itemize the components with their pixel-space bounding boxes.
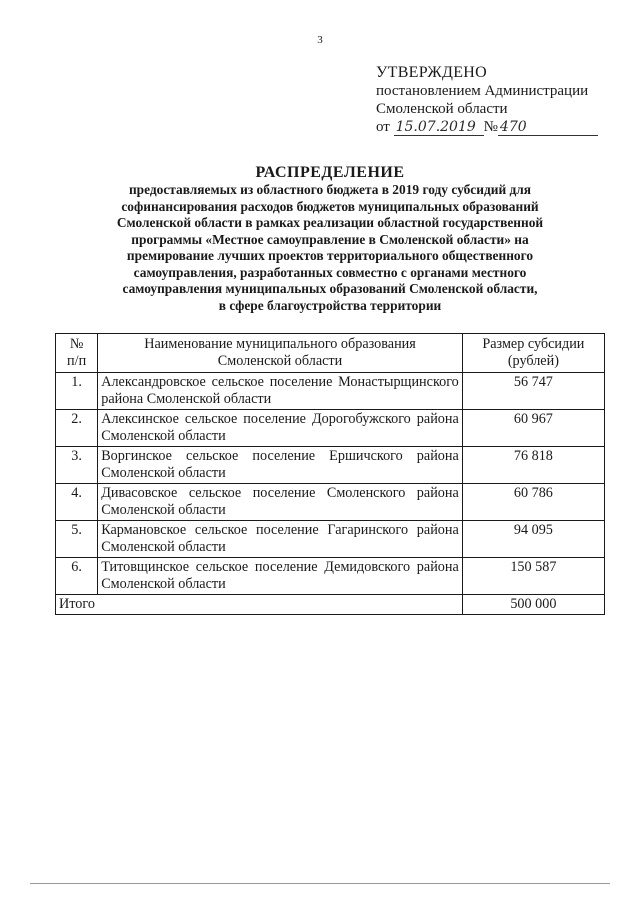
header-name: [98, 334, 463, 373]
header-name-line: Смоленской области: [217, 353, 343, 369]
header-number: [56, 334, 98, 373]
subsidy-table: [55, 333, 605, 615]
header-number-line: п/п: [67, 353, 87, 369]
subtitle-line: софинансирования расходов бюджетов муниципальных образований: [121, 198, 539, 214]
row-name: Александровское сельское поселение Монастырщинского района Смоленской области: [98, 373, 463, 410]
total-amount: 500 000: [462, 595, 604, 615]
header-number-line: №: [69, 336, 84, 352]
row-name: Дивасовское сельское поселение Смоленского района Смоленской области: [98, 484, 463, 521]
number-prefix: №: [483, 119, 498, 135]
row-number: 4.: [56, 484, 98, 521]
row-number: 3.: [56, 447, 98, 484]
document-heading: [70, 163, 590, 314]
row-name: Титовщинское сельское поселение Демидовского района Смоленской области: [98, 558, 463, 595]
row-number: 5.: [56, 521, 98, 558]
row-amount: 76 818: [462, 447, 604, 484]
row-name: Алексинское сельское поселение Дорогобужского района Смоленской области: [98, 410, 463, 447]
row-amount: 94 095: [462, 521, 604, 558]
row-number: 1.: [56, 373, 98, 410]
row-name: Воргинское сельское поселение Ершичского района Смоленской области: [98, 447, 463, 484]
subtitle-line: в сфере благоустройства территории: [218, 297, 442, 313]
row-name: Кармановское сельское поселение Гагаринского района Смоленской области: [98, 521, 463, 558]
approval-line-2: Смоленской области: [376, 101, 508, 117]
page-number: 3: [317, 34, 323, 46]
row-amount: 150 587: [462, 558, 604, 595]
table-header-row: [56, 334, 605, 373]
table-row: [56, 410, 605, 447]
approval-title: УТВЕРЖДЕНО: [376, 64, 488, 81]
subtitle-line: самоуправления муниципальных образований Смоленской области,: [122, 281, 538, 296]
subtitle-line: предоставляемых из областного бюджета в 2019 году субсидий для: [128, 182, 532, 197]
row-number: 6.: [56, 558, 98, 595]
row-amount: 60 786: [462, 484, 604, 521]
table-row: [56, 373, 605, 410]
total-label: Итого: [56, 595, 463, 615]
handwritten-date: 15.07.2019: [394, 119, 484, 136]
handwritten-number: 470: [498, 119, 598, 136]
table-row: [56, 484, 605, 521]
row-amount: 56 747: [462, 373, 604, 410]
header-amount-line: Размер субсидии: [482, 336, 585, 352]
footer-divider: [30, 883, 610, 884]
header-amount: [462, 334, 604, 373]
approval-block: [376, 64, 598, 136]
table-row: [56, 558, 605, 595]
subtitle-line: Смоленской области в рамках реализации областной государственной: [116, 215, 544, 230]
document-title: РАСПРЕДЕЛЕНИЕ: [255, 164, 405, 181]
approval-date-line: [376, 118, 598, 136]
date-prefix: от: [376, 119, 390, 135]
document-subtitle: [70, 182, 590, 314]
header-amount-line: (рублей): [507, 353, 559, 369]
approval-line-1: постановлением Администрации: [376, 83, 589, 99]
subtitle-line: самоуправления, разработанных совместно с органами местного: [133, 264, 527, 280]
row-number: 2.: [56, 410, 98, 447]
subtitle-line: премирование лучших проектов территориального общественного: [126, 248, 534, 263]
table-row: [56, 521, 605, 558]
row-amount: 60 967: [462, 410, 604, 447]
table-row: [56, 447, 605, 484]
table-total-row: [56, 595, 605, 615]
subtitle-line: программы «Местное самоуправление в Смоленской области» на: [131, 231, 529, 247]
header-name-line: Наименование муниципального образования: [144, 336, 416, 352]
